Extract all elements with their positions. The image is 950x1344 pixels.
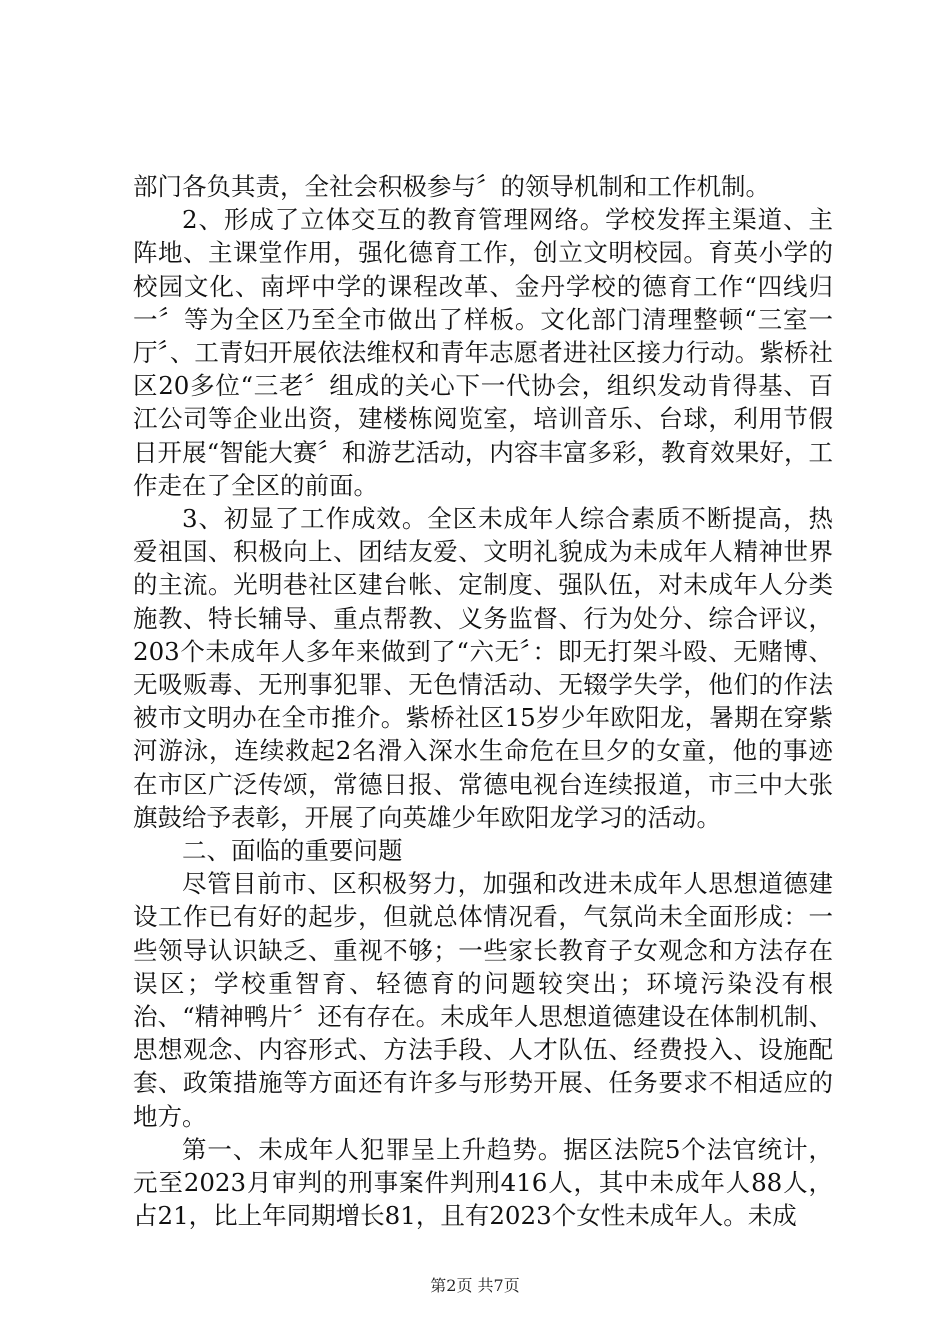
paragraph-point-3: 3、初显了工作成效。全区未成年人综合素质不断提高，热爱祖国、积极向上、团结友爱、文明礼貌成为未成年人精神世界的主流。光明巷社区建台帐、定制度、强队伍，对未成年人分类施教、特长辅导、重点帮教、义务监督、行为处分、综合评议，203个未成年人多年来做到了“六无〞：即无打架斗殴、无赌博、无吸贩毒、无刑事犯罪、无色情活动、无辍学失学，他们的作法被市文明办在全市推介。紫桥社区15岁少年欧阳龙，暑期在穿紫河游泳，连续救起2名滑入深水生命危在旦夕的女童，他的事迹在市区广泛传颂，常德日报、常德电视台连续报道，市三中大张旗鼓给予表彰，开展了向英雄少年欧阳龙学习的活动。 [133,504,833,832]
paragraph-continuation: 部门各负其责，全社会积极参与〞的领导机制和工作机制。 [133,172,770,201]
paragraph-problems-intro: 尽管目前市、区积极努力，加强和改进未成年人思想道德建设工作已有好的起步，但就总体情况看，气氛尚未全面形成：一些领导认识缺乏、重视不够；一些家长教育子女观念和方法存在误区；学校重智育、轻德育的问题较突出；环境污染没有根治、“精神鸭片〞还有存在。未成年人思想道德建设在体制机制、思想观念、内容形式、方法手段、人才队伍、经费投入、设施配套、政策措施等方面还有许多与形势开展、任务要求不相适应的地方。 [133,869,833,1131]
section-heading: 二、面临的重要问题 [182,836,403,866]
page-footer: 第2页 共7页 [430,1276,520,1295]
paragraph-point-2: 2、形成了立体交互的教育管理网络。学校发挥主渠道、主阵地、主课堂作用，强化德育工作，创立文明校园。育英小学的校园文化、南坪中学的课程改革、金丹学校的德育工作“四线归一〞等为全区乃至全市做出了样板。文化部门清理整顿“三室一厅〞、工青妇开展依法维权和青年志愿者进社区接力行动。紫桥社区20多位“三老〞组成的关心下一代协会，组织发动肯得基、百江公司等企业出资，建楼栋阅览室，培训音乐、台球，利用节假日开展“智能大赛〞和游艺活动，内容丰富多彩，教育效果好，工作走在了全区的前面。 [133,205,833,500]
body-text [133,170,833,1233]
paragraph-first-problem: 第一、未成年人犯罪呈上升趋势。据区法院5个法官统计，元至2023月审判的刑事案件判刑416人，其中未成年人88人，占21，比上年同期增长81，且有2023个女性未成年人。未成 [133,1134,833,1231]
